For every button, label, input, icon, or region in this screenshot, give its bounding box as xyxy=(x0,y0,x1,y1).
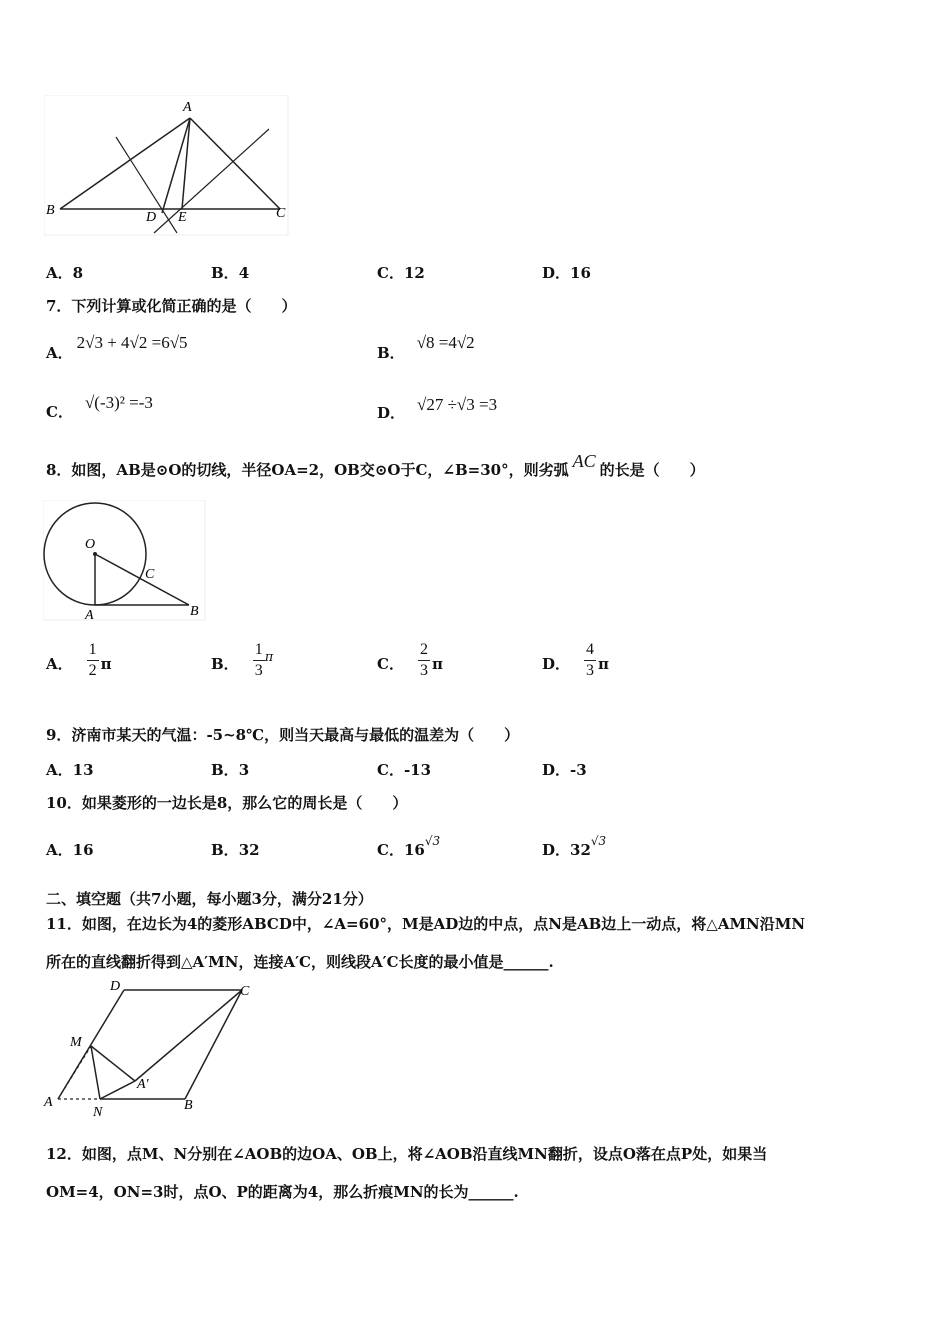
q7-option-a: A．2√3 + 4√2 =6√5 xyxy=(46,333,188,362)
q12-line1: 12．如图，点M、N分别在∠AOB的边OA、OB上，将∠AOB沿直线MN翻折，设点O落在点P处，如果当 xyxy=(46,1145,768,1163)
q11-label-d: D xyxy=(110,979,121,994)
q6-figure xyxy=(44,95,292,240)
q11-label-m: M xyxy=(70,1035,82,1050)
q11-line1: 11．如图，在边长为4的菱形ABCD中，∠A=60°，M是AD边的中点，点N是AB边上一动点，将△AMN沿MN xyxy=(46,915,806,933)
q8-label-a: A xyxy=(85,608,94,623)
q11-line2: 所在的直线翻折得到△A′MN，连接A′C，则线段A′C长度的最小值是______. xyxy=(46,953,554,971)
q8-option-d: D． $\frac{4}{3}$ π xyxy=(542,641,609,679)
q6-option-a: A．8 xyxy=(46,264,84,282)
q9-option-b: B．3 xyxy=(211,761,250,779)
q8-arc-label: AC xyxy=(572,451,596,471)
q8-label-o: O xyxy=(85,537,96,552)
q6-label-e: E xyxy=(178,210,187,225)
q10-stem: 10．如果菱形的一边长是8，那么它的周长是（ ） xyxy=(46,794,408,812)
q10-option-c: C．$16^{√3}$ xyxy=(377,834,441,859)
q7-option-d: D． √27 ÷√3 =3 xyxy=(377,395,498,422)
q6-option-d: D．16 xyxy=(542,264,591,282)
q9-option-c: C．-13 xyxy=(377,761,432,779)
q6-label-b: B xyxy=(46,203,55,218)
q11-label-b: B xyxy=(184,1098,193,1113)
q7-option-c: C． √(-3)² =-3 xyxy=(46,393,153,421)
q8-stem: 8．如图，AB是⊙O的切线，半径OA=2，OB交⊙O于C，∠B=30°，则劣弧 AC 的长是（ ） xyxy=(46,451,705,479)
q7-stem: 7．下列计算或化简正确的是（ ） xyxy=(46,297,297,315)
q6-label-c: C xyxy=(276,206,286,221)
q10-option-a: A．16 xyxy=(46,841,94,859)
q8-option-b: B． $\frac{1}{3}$ π xyxy=(211,641,274,679)
q7-option-b: B．√8 =4√2 xyxy=(377,333,475,362)
q9-stem: 9．济南市某天的气温：-5~8℃，则当天最高与最低的温差为（ ） xyxy=(46,726,520,744)
q6-label-d: D xyxy=(146,210,157,225)
q6-option-b: B．4 xyxy=(211,264,250,282)
q11-figure xyxy=(42,978,262,1120)
q12-line2: OM=4，ON=3时，点O、P的距离为4，那么折痕MN的长为______. xyxy=(46,1183,519,1201)
section2-heading: 二、填空题（共7小题，每小题3分，满分21分） xyxy=(46,890,373,908)
q8-option-a: A． $\frac{1}{2}$ π xyxy=(46,641,112,679)
q11-label-n: N xyxy=(93,1105,103,1120)
q6-option-c: C．12 xyxy=(377,264,425,282)
q10-option-b: B．32 xyxy=(211,841,260,859)
q11-label-a-prime: A′ xyxy=(137,1077,149,1092)
q9-option-a: A．13 xyxy=(46,761,94,779)
q11-label-a: A xyxy=(44,1095,53,1110)
q9-option-d: D．-3 xyxy=(542,761,587,779)
q8-figure xyxy=(43,500,209,626)
q8-label-b: B xyxy=(190,604,199,619)
q8-option-c: C． $\frac{2}{3}$ π xyxy=(377,641,443,679)
q10-option-d: D．$32^{√3}$ xyxy=(542,834,607,859)
q6-label-a: A xyxy=(183,100,192,115)
q11-label-c: C xyxy=(240,984,250,999)
q8-label-c: C xyxy=(145,567,155,582)
